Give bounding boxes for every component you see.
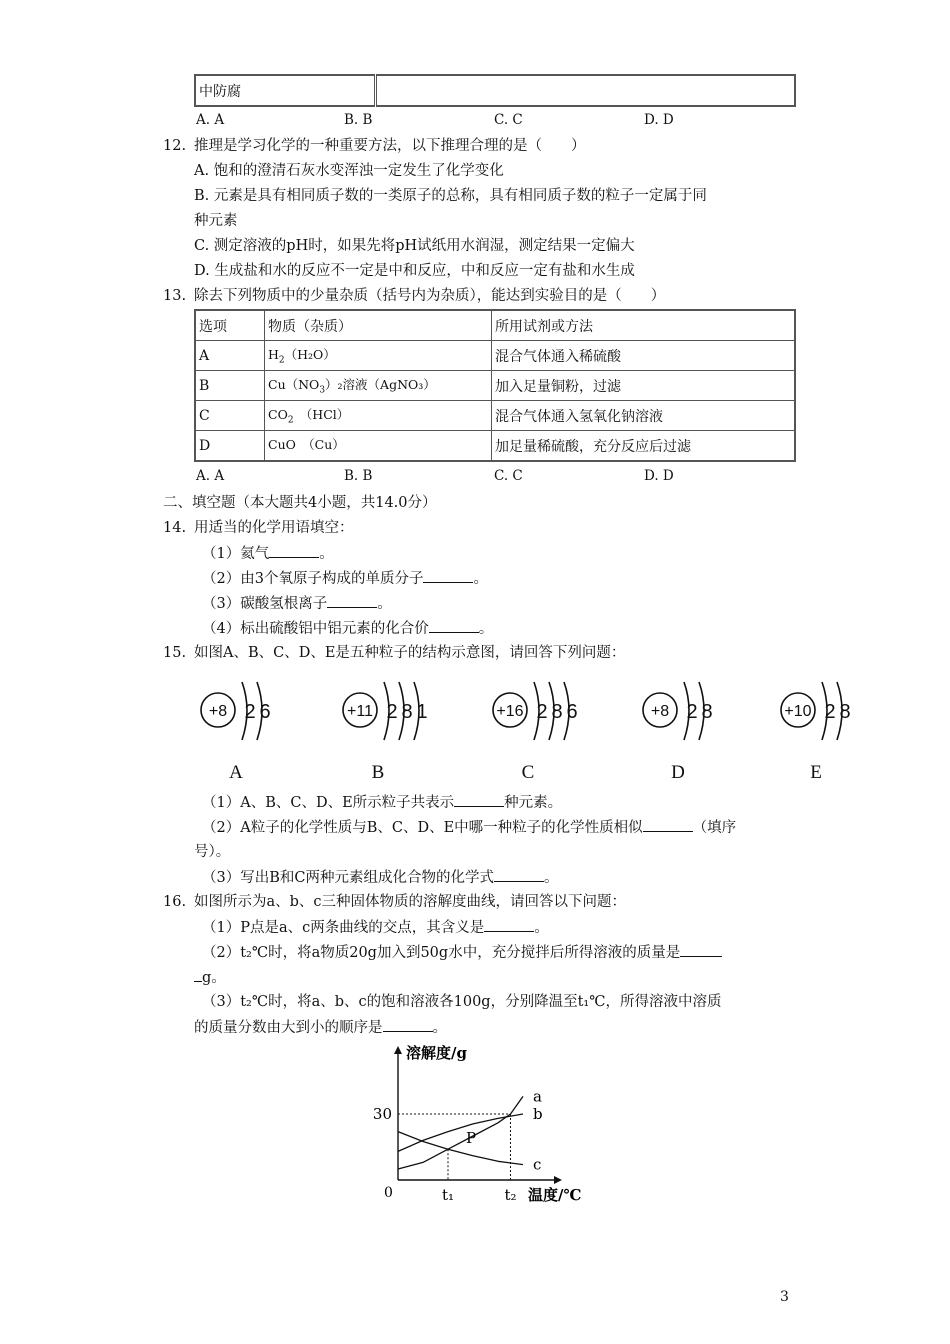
shell-electron-count: 8 [701, 701, 713, 723]
intersection-point-label: P [466, 1129, 477, 1148]
atom-label: A [229, 762, 243, 783]
series-line-b [398, 1114, 523, 1151]
q14-stem: 用适当的化学用语填空： [194, 520, 354, 536]
header-substance: 物质（杂质） [265, 310, 492, 341]
series-label-c: c [533, 1155, 542, 1174]
q16-question-3-cont: 的质量分数由大到小的顺序是 。 [194, 1017, 447, 1038]
option-c: C. C [494, 112, 523, 128]
shell-electron-count: 6 [259, 701, 271, 723]
atom-label: D [671, 762, 685, 783]
q15-question-3: （3）写出B和C两种元素组成化合物的化学式 。 [202, 867, 558, 888]
q12-option-d: D. 生成盐和水的反应不一定是中和反应，中和反应一定有盐和水生成 [194, 263, 635, 279]
option-b: B. B [344, 112, 373, 128]
q12-option-b-line1: B. 元素是具有相同质子数的一类原子的总称，具有相同质子数的粒子一定属于同 [194, 188, 707, 204]
header-method: 所用试剂或方法 [492, 310, 796, 341]
shell-electron-count: 2 [536, 701, 548, 723]
q11-options [194, 112, 794, 132]
table-row: D CuO （Cu） 加足量稀硫酸，充分反应后过滤 [195, 431, 795, 462]
shell-electron-count: 2 [824, 701, 836, 723]
atom-E [781, 682, 851, 783]
atom-A [201, 682, 271, 783]
nucleus-charge: +8 [650, 703, 670, 720]
atom-label: E [810, 762, 822, 783]
q14-item-2: （2）由3个氧原子构成的单质分子 。 [202, 568, 488, 589]
option-a: A. A [196, 112, 225, 128]
q13-stem: 除去下列物质中的少量杂质（括号内为杂质），能达到实验目的是（ ） [194, 288, 666, 304]
q14-item-4: （4）标出硫酸铝中铝元素的化合价 。 [202, 618, 493, 639]
nucleus-charge: +8 [208, 703, 228, 720]
shell-electron-count: 8 [551, 701, 563, 723]
atom-label: B [371, 762, 385, 783]
top-table [194, 74, 796, 107]
q16-question-3: （3）t₂℃时，将a、b、c的饱和溶液各100g，分别降温至t₁℃，所得溶液中溶质 [202, 994, 722, 1010]
q15-question-2: （2）A粒子的化学性质与B、C、D、E中哪一种粒子的化学性质相似 （填序 [202, 817, 736, 838]
q12-number: 12. [163, 138, 187, 154]
atom-structure-diagrams [180, 672, 880, 787]
table-header-row [195, 310, 795, 341]
x-axis-arrow-icon [554, 1176, 562, 1184]
q12-option-b-line2: 种元素 [194, 213, 238, 229]
shell-electron-count: 1 [416, 701, 428, 723]
q15-stem: 如图A、B、C、D、E是五种粒子的结构示意图，请回答下列问题： [194, 645, 626, 661]
q14-item-1: （1）氦气 。 [202, 543, 334, 564]
shell-electron-count: 2 [686, 701, 698, 723]
q12-option-a: A. 饱和的澄清石灰水变浑浊一定发生了化学变化 [194, 163, 504, 179]
x-tick-label: t₁ [441, 1186, 455, 1204]
q12-option-c: C. 测定溶液的pH时，如果先将pH试纸用水润湿，测定结果一定偏大 [194, 238, 635, 254]
q15-question-2-cont: 号）。 [194, 844, 231, 860]
q14-number: 14. [163, 520, 187, 536]
atom-B [343, 682, 428, 783]
nucleus-charge: +16 [496, 703, 524, 720]
option-c: C. C [494, 468, 523, 484]
atom-D [643, 682, 713, 783]
q13-table [194, 309, 796, 462]
series-label-b: b [533, 1105, 543, 1123]
solubility-chart [360, 1040, 600, 1215]
shell-electron-count: 8 [839, 701, 851, 723]
q15-question-1: （1）A、B、C、D、E所示粒子共表示 种元素。 [202, 792, 562, 813]
shell-electron-count: 8 [401, 701, 413, 723]
page-number: 3 [780, 1289, 789, 1305]
q16-question-1: （1）P点是a、c两条曲线的交点，其含义是 。 [202, 917, 549, 938]
header-option: 选项 [195, 310, 265, 341]
option-a: A. A [196, 468, 225, 484]
x-tick-label: t₂ [504, 1186, 517, 1204]
atom-label: C [521, 762, 535, 783]
q14-item-3: （3）碳酸氢根离子 。 [202, 593, 392, 614]
series-line-a [398, 1096, 523, 1169]
top-table-cell: 中防腐 [195, 75, 376, 106]
table-row: C $CO_2$ （HCl） 混合气体通入氢氧化钠溶液 [195, 401, 795, 431]
q16-question-2-cont: g。 [194, 967, 226, 988]
table-row: A $H_2(H_2O)$ 混合气体通入稀硫酸 [195, 341, 795, 371]
q16-number: 16. [163, 894, 187, 910]
q13-options [194, 468, 794, 488]
option-b: B. B [344, 468, 373, 484]
nucleus-charge: +11 [347, 703, 373, 720]
shell-electron-count: 6 [566, 701, 578, 723]
option-d: D. D [644, 468, 674, 484]
atom-C [493, 682, 578, 783]
series-line-c [398, 1132, 523, 1165]
y-axis-label: 溶解度/g [406, 1044, 467, 1062]
y-tick-label: 30 [372, 1105, 392, 1123]
y-axis-arrow-icon [394, 1046, 402, 1054]
shell-electron-count: 2 [244, 701, 256, 723]
shell-electron-count: 2 [386, 701, 398, 723]
q16-stem: 如图所示为a、b、c三种固体物质的溶解度曲线，请回答以下问题： [194, 894, 627, 910]
q12-stem: 推理是学习化学的一种重要方法，以下推理合理的是（ ） [194, 138, 586, 154]
section-heading: 二、填空题（本大题共4小题，共14.0分） [163, 495, 437, 511]
origin-label: 0 [384, 1185, 393, 1201]
q15-number: 15. [163, 645, 187, 661]
option-d: D. D [644, 112, 674, 128]
table-row: B $Cu(NO_3)_2$溶液（AgNO₃） 加入足量铜粉，过滤 [195, 371, 795, 401]
x-axis-label: 温度/℃ [528, 1186, 582, 1204]
series-label-a: a [533, 1087, 542, 1106]
q13-number: 13. [163, 288, 187, 304]
nucleus-charge: +10 [784, 703, 812, 720]
q16-question-2: （2）t₂℃时，将a物质20g加入到50g水中，充分搅拌后所得溶液的质量是 [202, 942, 722, 963]
